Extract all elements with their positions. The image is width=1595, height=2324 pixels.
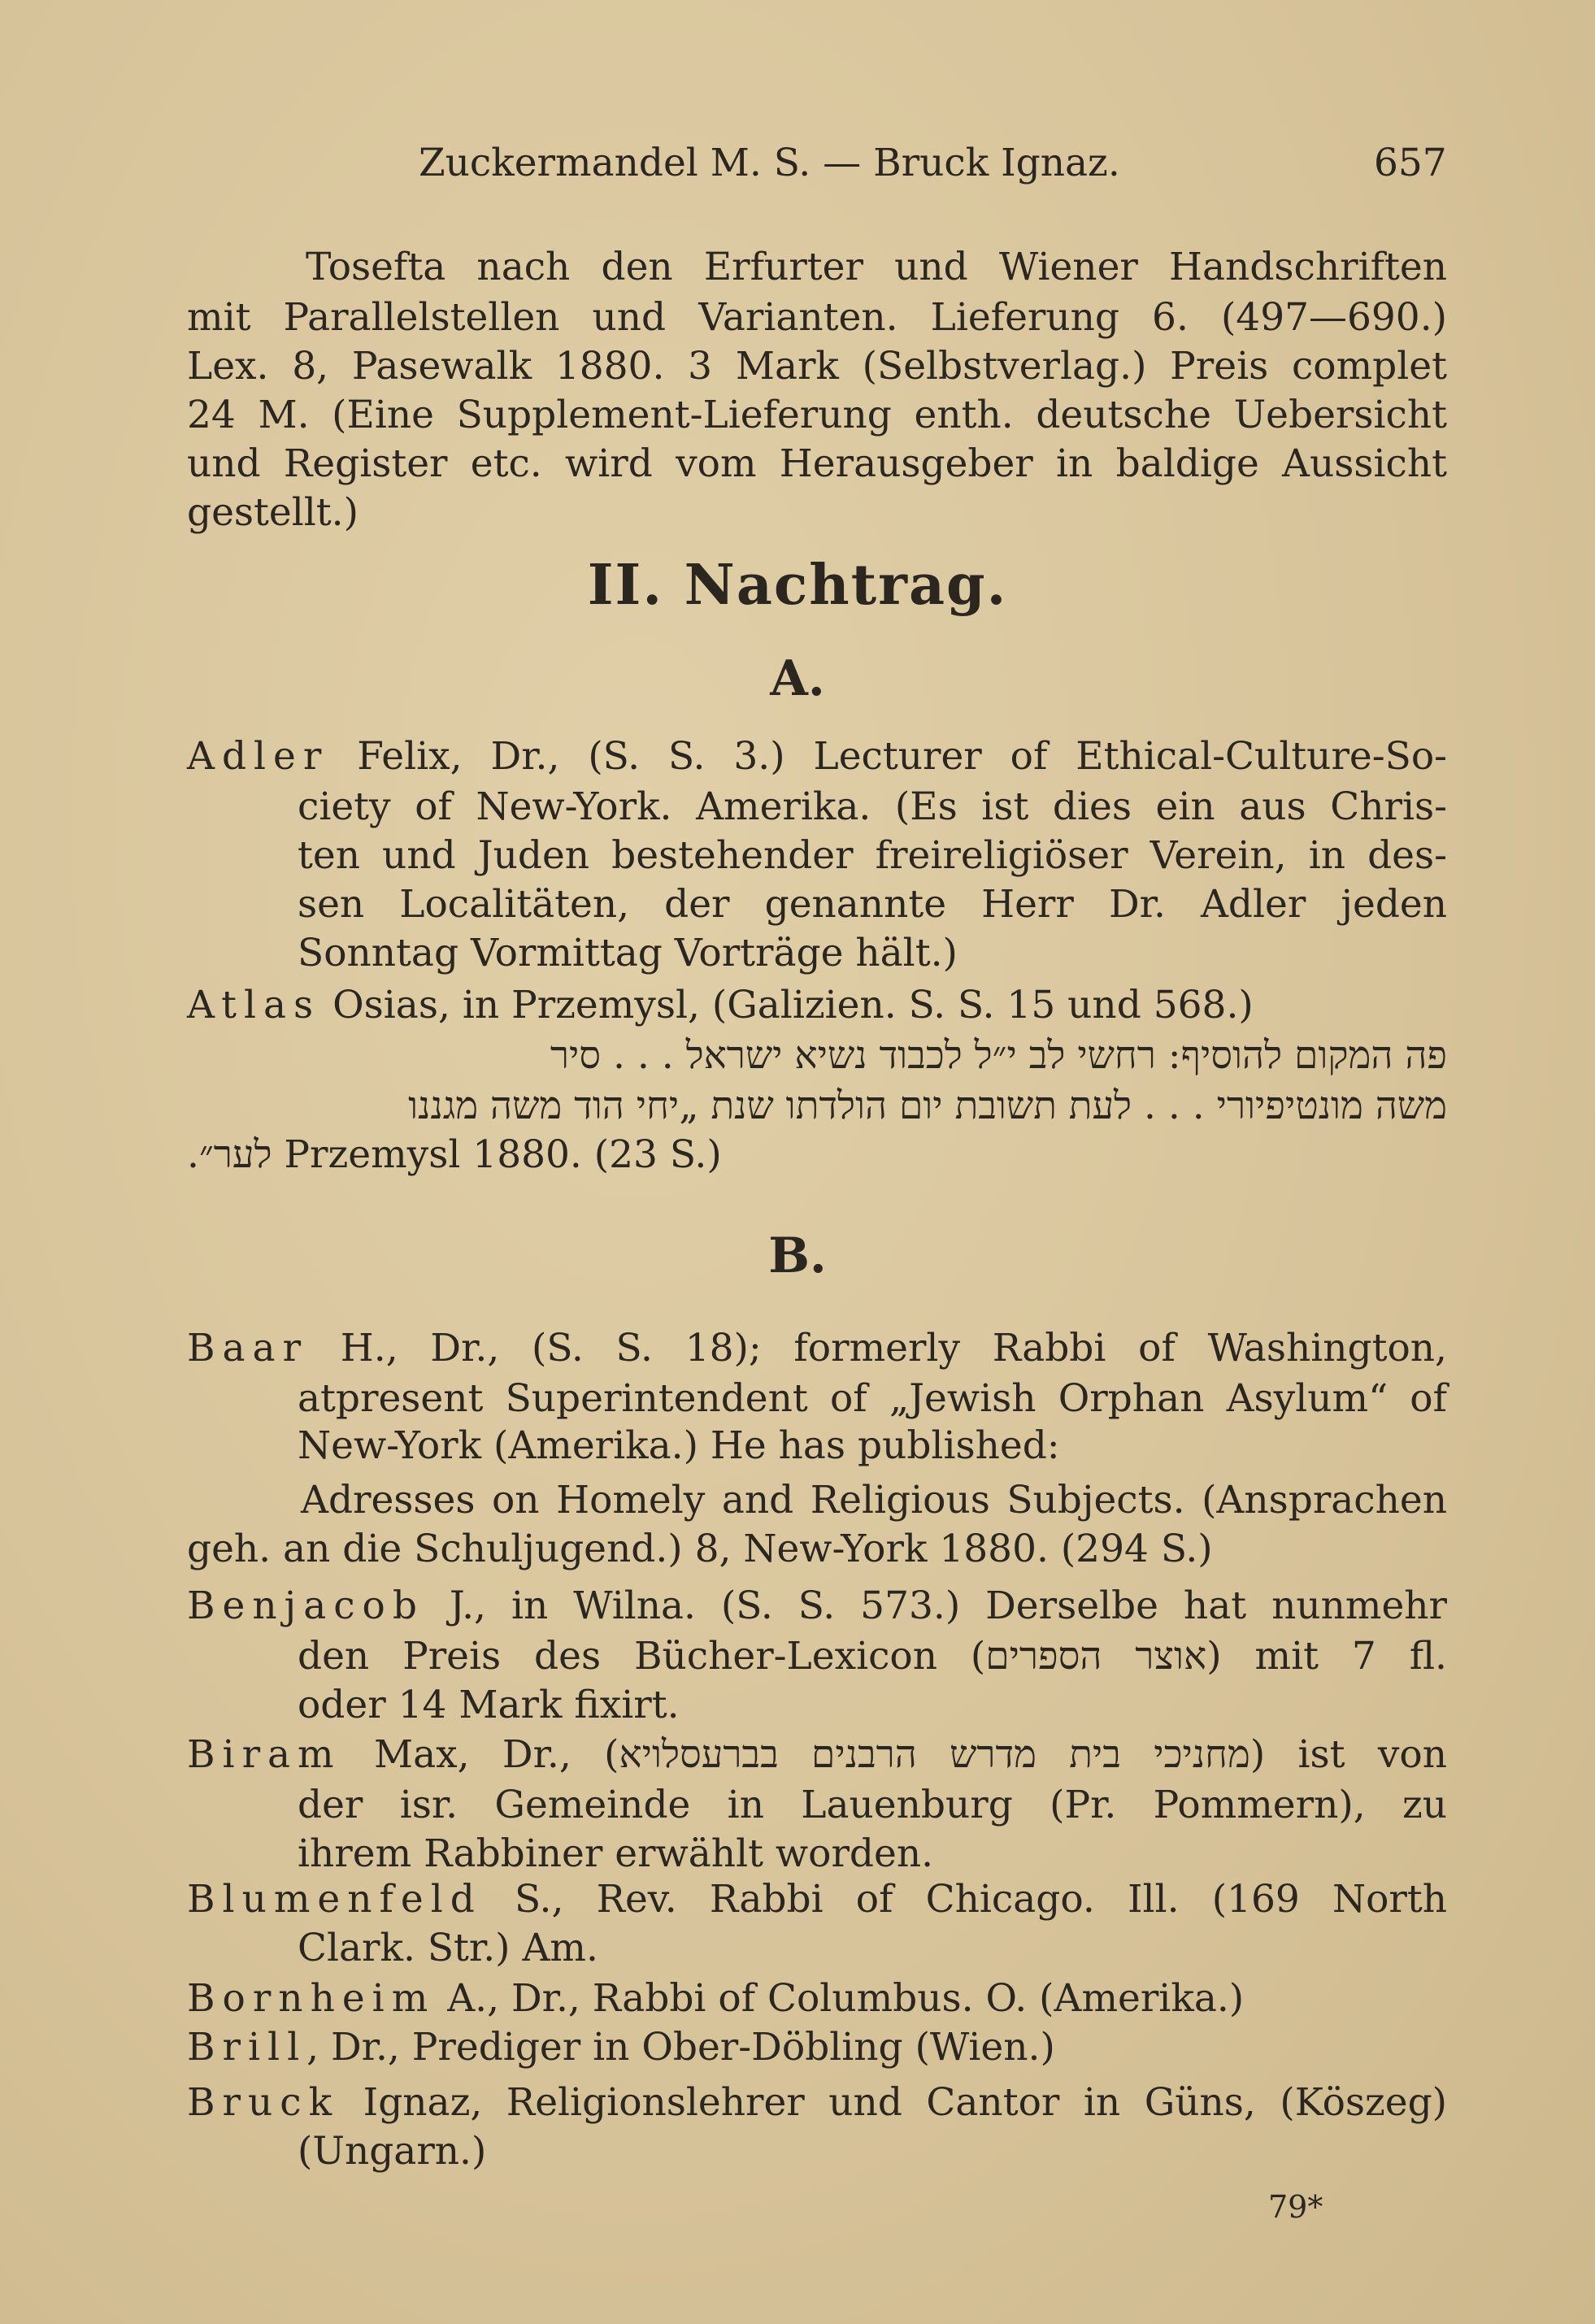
entry-line: לער״. Przemysl 1880. (23 S.) (187, 1132, 722, 1177)
entry-name: Adler (187, 734, 329, 779)
entry-line: oder 14 Mark fixirt. (298, 1683, 680, 1727)
entry-brill: Brill, Dr., Prediger in Ober-Döbling (Wien.) (187, 2025, 1055, 2070)
entry-name: Bornheim (187, 1976, 436, 2021)
entry-atlas: Atlas Osias, in Przemysl, (Galizien. S. S. 15 und 568.) (187, 983, 1254, 1027)
signature-mark: 79* (1268, 2189, 1323, 2225)
entry-line: Adresses on Homely and Religious Subjects. (Ansprachen (301, 1478, 1447, 1523)
letter-heading-b: B. (768, 1227, 827, 1284)
entry-name: Baar (187, 1326, 309, 1371)
intro-line-2: mit Parallelstellen und Varianten. Lieferung 6. (497—690.) (187, 295, 1447, 340)
entry-name: Bruck (187, 2080, 340, 2125)
entry-bornheim: Bornheim A., Dr., Rabbi of Columbus. O. (Amerika.) (187, 1976, 1245, 2021)
entry-biram: Biram Max, Dr., (מחניכי בית מדרש הרבנים בברעסלויא) ist von (187, 1732, 1447, 1777)
entry-line: ihrem Rabbiner erwählt worden. (298, 1831, 934, 1876)
entry-line: geh. an die Schuljugend.) 8, New-York 1880. (294 S.) (187, 1527, 1213, 1571)
hebrew-line-2: משה מונטיפיורי . . . לעת תשובת יום הולדתו שנת „יחי הוד משה מגננו (408, 1084, 1447, 1128)
entry-line: atpresent Superintendent of „Jewish Orphan Asylum“ of (298, 1376, 1447, 1421)
entry-baar: Baar H., Dr., (S. S. 18); formerly Rabbi of Washington, (187, 1326, 1447, 1371)
entry-line: den Preis des Bücher-Lexicon (אוצר הספרים) mit 7 fl. (298, 1634, 1447, 1679)
entry-line: ciety of New-York. Amerika. (Es ist dies ein aus Chris- (298, 784, 1447, 829)
entry-name: Biram (187, 1732, 341, 1777)
entry-benjacob: Benjacob J., in Wilna. (S. S. 573.) Derselbe hat nunmehr (187, 1583, 1447, 1628)
hebrew-line-1: פה המקום להוסיף: רחשי לב י״ל לכבוד נשיא ישראל . . . סיר (550, 1033, 1447, 1078)
entry-line: sen Localitäten, der genannte Herr Dr. Adler jeden (298, 882, 1447, 927)
entry-name: Benjacob (187, 1583, 424, 1628)
entry-line: Sonntag Vormittag Vorträge hält.) (298, 931, 958, 975)
letter-heading-a: A. (770, 650, 825, 707)
intro-line-6: gestellt.) (187, 490, 359, 535)
intro-line-5: und Register etc. wird vom Herausgeber in baldige Aussicht (187, 441, 1447, 486)
page-number: 657 (1374, 141, 1447, 185)
entry-bruck: Bruck Ignaz, Religionslehrer und Cantor in Güns, (Köszeg) (187, 2080, 1447, 2125)
entry-name: Brill (187, 2025, 307, 2070)
entry-name: Blumenfeld (187, 1877, 482, 1922)
running-header: Zuckermandel M. S. — Bruck Ignaz. (419, 141, 1120, 185)
entry-line: ten und Juden bestehender freireligiöser Verein, in des- (298, 833, 1447, 878)
intro-line-4: 24 M. (Eine Supplement-Lieferung enth. deutsche Uebersicht (187, 393, 1447, 437)
section-title: II. Nachtrag. (587, 553, 1008, 618)
entry-adler: Adler Felix, Dr., (S. S. 3.) Lecturer of Ethical-Culture-So- (187, 734, 1447, 779)
intro-line-1: Tosefta nach den Erfurter und Wiener Handschriften (306, 245, 1447, 289)
entry-blumenfeld: Blumenfeld S., Rev. Rabbi of Chicago. Ill. (169 North (187, 1877, 1447, 1922)
entry-name: Atlas (187, 983, 321, 1027)
entry-line: (Ungarn.) (298, 2129, 487, 2174)
entry-line: der isr. Gemeinde in Lauenburg (Pr. Pommern), zu (298, 1783, 1447, 1827)
intro-line-3: Lex. 8, Pasewalk 1880. 3 Mark (Selbstverlag.) Preis complet (187, 344, 1447, 389)
entry-line: New-York (Amerika.) He has published: (298, 1423, 1060, 1468)
entry-line: Clark. Str.) Am. (298, 1926, 598, 1970)
